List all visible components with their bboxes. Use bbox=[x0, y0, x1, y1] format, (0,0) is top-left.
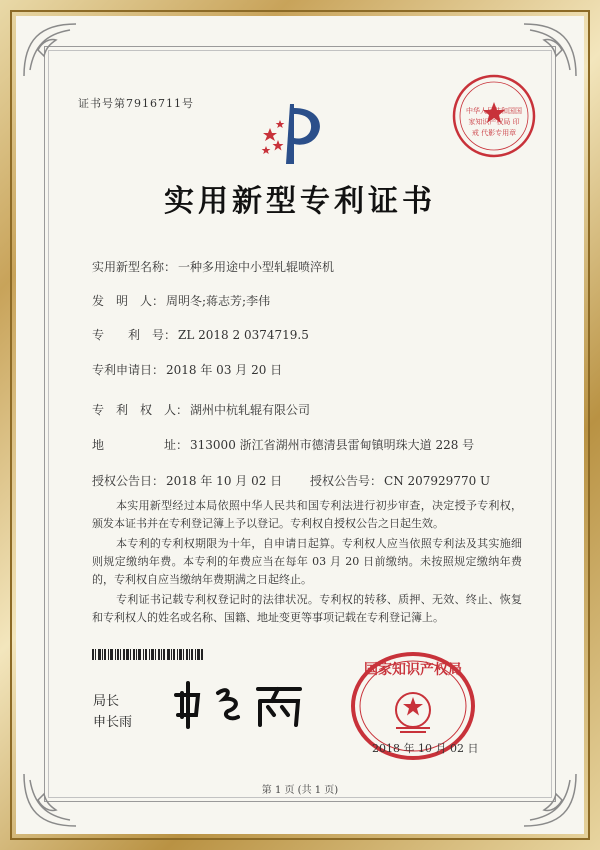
paragraph-legal-status: 专利证书记载专利权登记时的法律状况。专利权的转移、质押、无效、终止、恢复和专利权人的姓名或名称、国籍、地址变更等事项记载在专利登记簿上。 bbox=[92, 593, 522, 624]
field-label: 专 利 号： bbox=[92, 328, 177, 342]
director-title: 局长 bbox=[93, 694, 120, 709]
corner-ornament-icon bbox=[20, 770, 80, 830]
page-number: 第 1 页 (共 1 页) bbox=[261, 785, 339, 796]
director-name: 申长雨 bbox=[93, 715, 133, 730]
paragraph-grant-statement: 本实用新型经过本局依照中华人民共和国专利法进行初步审查，决定授予专利权，颁发本证书并在专利登记簿上予以登记。专利权自授权公告之日起生效。 bbox=[92, 499, 522, 530]
field-grant-date bbox=[92, 472, 282, 489]
seal-date: 2018 年 10 月 02 日 bbox=[372, 742, 479, 755]
field-value: 2018 年 03 月 20 日 bbox=[166, 363, 283, 377]
field-value: 313000 浙江省湖州市德清县雷甸镇明珠大道 228 号 bbox=[190, 438, 475, 452]
top-seal-text: 中华人民共和国国家知识产权局 印戒 代影专用章 bbox=[466, 107, 522, 137]
field-patent-number bbox=[92, 326, 309, 343]
field-application-date bbox=[92, 361, 282, 378]
patent-office-emblem-icon bbox=[258, 98, 328, 168]
field-label: 地 址： bbox=[92, 438, 189, 452]
field-patentee bbox=[92, 401, 310, 418]
field-label: 发 明 人： bbox=[92, 294, 165, 308]
field-label: 专利申请日： bbox=[92, 363, 165, 377]
field-address bbox=[92, 436, 474, 453]
field-value: 一种多用途中小型轧辊喷淬机 bbox=[178, 260, 335, 274]
field-grant-publication-number bbox=[310, 472, 490, 489]
corner-ornament-icon bbox=[20, 20, 80, 80]
field-inventor bbox=[92, 292, 270, 309]
field-utility-model-name bbox=[92, 258, 334, 275]
certificate-number: 证书号第7916711号 bbox=[78, 97, 194, 110]
field-value: 2018 年 10 月 02 日 bbox=[166, 474, 283, 488]
paragraph-term-and-fees: 本专利的专利权期限为十年，自申请日起算。专利权人应当依照专利法及其实施细则规定缴纳年费。本专利的年费应当在每年 03 月 20 日前缴纳。未按照规定缴纳年费的，专利权自应当缴纳年费期满之日起终止。 bbox=[92, 537, 522, 586]
field-label: 实用新型名称： bbox=[92, 260, 177, 274]
field-value: ZL 2018 2 0374719.5 bbox=[178, 328, 309, 342]
barcode bbox=[92, 649, 242, 660]
seal-bottom-text: 国家知识产权局 bbox=[364, 662, 462, 678]
field-value: 湖州中杭轧辊有限公司 bbox=[190, 403, 311, 417]
field-value: 周明冬;蒋志芳;李伟 bbox=[166, 294, 271, 308]
field-label: 授权公告号： bbox=[310, 474, 383, 488]
corner-ornament-icon bbox=[520, 20, 580, 80]
field-label: 专 利 权 人： bbox=[92, 403, 189, 417]
director-signature bbox=[168, 675, 318, 730]
corner-ornament-icon bbox=[520, 770, 580, 830]
field-label: 授权公告日： bbox=[92, 474, 165, 488]
certificate-title: 实用新型专利证书 bbox=[164, 184, 436, 219]
field-value: CN 207929770 U bbox=[384, 474, 491, 488]
